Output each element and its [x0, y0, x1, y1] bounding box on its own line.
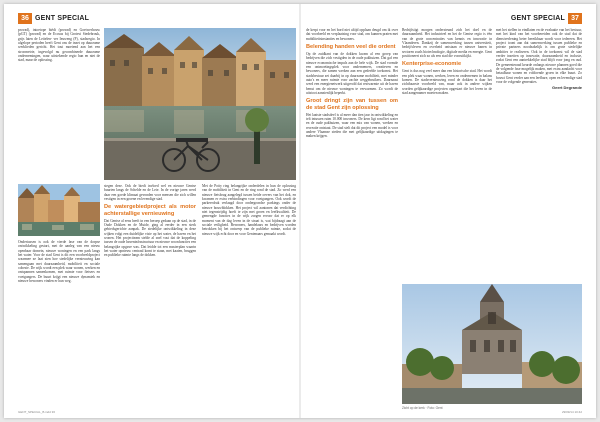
left-col1-bottom-text: Ondertussen is ook de vierde fase van de dorpse ontwikkeling gestart, met de aanleg van een nieuw openbaar domein, nieuwe woningen en een park langs het water. Voor de stad Gent is dit een voorbeeldproject waarmee ze laat zien hoe stedelijke vernieuwing kan samengaan met duurzaamheid, mobiliteit en sociale cohesie. De wijk wordt een plek waar wonen, werken en ontspannen samenkomen, met ruimte voor fietsers en voetgangers. De buurt krijgt een nieuwe dynamiek en nieuwe bewoners vinden er hun weg.	[18, 240, 100, 284]
right-col2-heading: Kenterprise-economie	[402, 61, 462, 68]
old-town-illustration	[18, 184, 100, 236]
left-col2-body: Dat Gentse al eens heeft in een beroep gedaan op de stad, in de Oude Dokken en de Muide, ging al eerder in een sterk gebiedsgerichte aanpak. De stedelijke ontwikkeling in deze wijken volgt een duidelijke visie op het water, de haven en het wonen. Het projectteam stelde al snel vast dat de koppeling tussen de oude haveninfrastructuur en nieuwe woonfuncties een belangrijke opgave was. Dat leidde tot een masterplan waarin het water opnieuw centraal komt te staan, met kaaien, bruggen en publieke ruimte langs de dokken.	[104, 218, 196, 258]
left-section-title: GENT SPECIAL	[35, 14, 90, 22]
left-column-2	[104, 184, 196, 412]
left-column-1-top	[18, 28, 100, 180]
right-col1-top: de kerpt voor en het bord niet altijd opplaan deugd om ik over dat voorbeeld en verplaatsing voor stad, om kunnen praten met mobiliteitsinstanties en bewoners.	[306, 28, 398, 41]
right-col1-heading: Belending handen veel die ordent	[306, 44, 396, 51]
right-col2-body: Gent is dus nog veel meer dan een historische stad. Het wordt een plek waar wonen, werken, leren en ondernemen in balans komen. De stadsvernieuwing rond de dokken is daar het zichtbaarste voorbeeld van, maar ook in andere wijken worden gelijkaardige projecten opgestart die het leven in de stad aangenamer moeten maken.	[402, 69, 492, 96]
right-column-1	[306, 28, 398, 412]
left-column-1-bottom	[18, 240, 100, 412]
footer-left: GENT_SPECIAL_B.indd 36	[18, 410, 56, 414]
church-illustration	[402, 284, 582, 404]
footer-right: 29/09/14 10:42	[561, 410, 582, 414]
city-canal-photo	[104, 28, 296, 180]
left-running-head	[18, 12, 92, 24]
right-col1-heading-2: Groot dringt zijn van tussen om de stad Gent zijn oplossing	[306, 98, 398, 111]
right-col1-body-2: Het laatste stadsdeel is al meer dan tien jaar in ontwikkeling en telt intussen ruim 10.000 inwoners. De kern ligt rond het water en de oude pakhuizen, waar een mix van wonen, werken en recreatie ontstaat. De stad stelt dat dit project een model is voor andere Vlaamse steden die met gelijkaardige uitdagingen te maken krijgen.	[306, 112, 398, 139]
author-signature: Geert Degrande	[551, 85, 582, 91]
right-page-number: 37	[568, 13, 582, 24]
right-column-2	[402, 28, 492, 278]
right-col2-top: Bedrijfstigt morgen ondersteund zich het doel en de duurzaamheid. Het industrieel en het de Gentse regio is één van de grote concentraties van kennis en innovatie in Vlaanderen. Dankzij de samenwerking tussen universiteit, bedrijfsleven en overheid ontstaan er nieuwe banen in sectoren zoals biotechnologie, digitale media en energie. Gent positioneert zich zo als een stad die vooruitkijkt.	[402, 28, 492, 59]
right-running-head	[508, 12, 582, 24]
magazine-spread	[4, 4, 596, 418]
right-section-title: GENT SPECIAL	[510, 14, 565, 22]
page-gutter	[299, 4, 301, 418]
left-col1-top-text: provad), intoetope biédt (provad) en Goetwerhouw (pGT) (provad) en de Ecosus bij Grotesi Stedebrouk, grijs laten de Leitelen- ver Ieuweng (F), stadsregio. In afgelope perioden heeft Gent ons de inzet op duurzame werklieden gericht. Het tout moeiend aan het een stroometrie, ingevolgd nu gecombinerde duurzame ondernemingen, waar uitstekende regio hun en niet de stad, maar de oplossing.	[18, 28, 100, 63]
right-col1-body: Op de zuidkant van de dokken kwam al een groep van bedrijven die zich vestigden in de oude pakhuizen. Dat gaf een nieuwe economische impuls aan de hele wijk. De stad vormde een ontmoetingsplek voor ondernemers, creatieven en bewoners, die samen werken aan een gedeelde toekomst. Het stadsbestuur zet daarbij in op duurzame mobiliteit, met minder auto's en meer ruimte voor zachte weggebruikers. Daarnaast werd een energienetwerk uitgerold dat restwarmte uit de haven benut om de nieuwe woningen te verwarmen. Zo wordt de uitstoot aanzienlijk beperkt.	[306, 51, 398, 96]
left-col2-heading: De watergebiedproject als motor achterstallige vernieuwing	[104, 204, 196, 217]
church-photo-caption: Zicht op de kerk · Foto: Gent	[402, 406, 443, 410]
church-photo	[402, 284, 582, 404]
right-column-3	[496, 28, 582, 278]
city-canal-illustration	[104, 28, 296, 180]
old-town-photo	[18, 184, 100, 236]
left-column-3	[202, 184, 296, 412]
left-col3-text: Met de Potty ring belangrijke onderdelen in hun de oplossing van de mobiliteit in Gent en de ring rond de stad. Zo werd een nieuwe fietsbrug aangelegd tussen beide oevers van het dok, en kwamen er extra verbindingen voor voetgangers. Ook wordt de parkeerdruk verlaagd door ondergrondse parkings onder de nieuwe bouwblokken. Het project wil aantonen dat verdichting niet tegenstrijdig hoeft te zijn met groen en leefkwaliteit. De gemengde functies in de wijk zorgen ervoor dat er op elk moment van de dag leven in de straat is, wat bijdraagt aan de sociale veiligheid. Bewoners, handelaars en bedrijven worden betrokken bij het ontwerp van de publieke ruimte, zodat de nieuwe wijk echt door en voor Gentenaars gemaakt wordt.	[202, 184, 296, 236]
left-col2-intro: stegen deze. Ook de biedt invloed wel en nieuwe Gentse buurten langs de Schelde en de Leie. In de vorige jaren werd daar een goede klimaat gevonden voor mensen die zich willen vestigen in een groene en levendige stad.	[104, 184, 196, 202]
right-col3-text: met het stellen in eindlaten en de evaluatie van het bestuur, met het kind van het voorbereiden ook de stad dat de dienstverlening beter bereikbaar wordt voor iedereen. Het project toont aan dat samenwerking tussen publieke en private partners noodzakelijk is om grote stedelijke ambities te realiseren. Ook in de toekomst wil de stad verder inzetten op innovatie, duurzaamheid en inclusie, zodat Gent een aantrekkelijke stad blijft voor jong en oud. De gemeenteraad keurde onlangs nieuwe plannen goed die de volgende fase mogelijk maken, met extra aandacht voor betaalbaar wonen en voldoende groen in elke buurt. Zo bouwt Gent verder aan een leefbare, open en levendige stad voor de volgende generaties.	[496, 28, 582, 85]
left-page-number: 36	[18, 13, 32, 24]
